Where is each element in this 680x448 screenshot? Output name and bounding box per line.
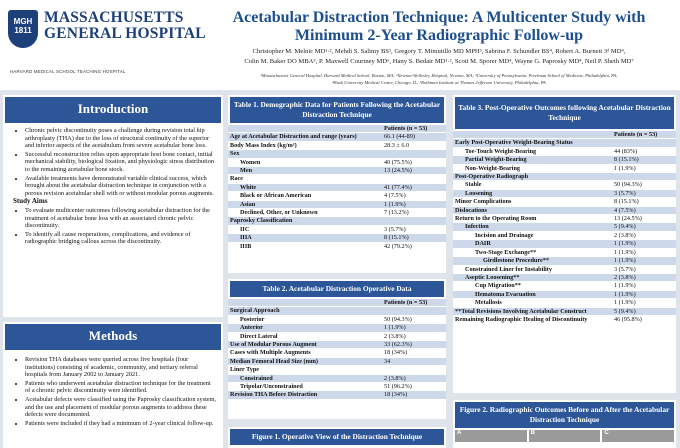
list-item: • Patients were included if they had a minimum of 2-year clinical follow-up.: [25, 420, 217, 428]
row-label: Dislocations: [453, 206, 612, 214]
row-value: 33 (62.3%): [382, 341, 446, 349]
row-label: Partial Weight-Bearing: [453, 156, 612, 164]
table-row: [453, 299, 676, 307]
table-row: [228, 217, 446, 225]
row-value: 66.1 (44-89): [382, 133, 446, 141]
row-label: Remaining Radiographic Healing of Discontinuity: [453, 315, 612, 323]
list-item: • Available treatments have demonstrated variable clinical success, which brought about the acetabular distraction technique in conjunction with a porous revision acetabular shell with or without modular porous augments.: [25, 175, 217, 198]
row-value: 7 (13.2%): [382, 209, 446, 217]
row-label: Age at Acetabular Distraction and range (years): [228, 133, 382, 141]
row-value: 2 (3.8%): [382, 332, 446, 340]
row-value: 1 (1.9%): [382, 200, 446, 208]
table-row: [453, 248, 676, 256]
table-row: [228, 374, 446, 382]
table-row: [228, 315, 446, 323]
table2-panel: [228, 279, 446, 419]
row-value: [612, 139, 676, 147]
row-label: Declined, Other, or Unknown: [228, 209, 382, 217]
row-label: Stable: [453, 181, 612, 189]
row-label: Revision THA Before Distraction: [228, 391, 382, 399]
row-label: **Total Revisions Involving Acetabular Construct: [453, 307, 612, 315]
table-row: [228, 332, 446, 340]
row-label: Use of Modular Porous Augment: [228, 341, 382, 349]
row-label: Anterior: [228, 324, 382, 332]
table-row: [228, 383, 446, 391]
row-label: Sex: [228, 150, 382, 158]
table-row: [453, 290, 676, 298]
row-value: [382, 150, 446, 158]
table-row: [228, 349, 446, 357]
row-label: Surgical Approach: [228, 307, 382, 315]
row-value: 5 (9.4%): [612, 223, 676, 231]
row-value: 1 (1.9%): [612, 290, 676, 298]
table-row: [453, 307, 676, 315]
table-row: [228, 307, 446, 315]
table-row: [453, 206, 676, 214]
introduction-panel: [3, 95, 223, 317]
list-item: • To identify all cause reoperations, complications, and evidence of radiographic bridging callous across the discontinuity.: [25, 231, 217, 246]
table-row: [453, 189, 676, 197]
radiograph-image: C: [602, 430, 674, 442]
table-row: [228, 183, 446, 191]
row-value: 50 (94.3%): [612, 181, 676, 189]
row-label: Return to the Operating Room: [453, 215, 612, 223]
row-label: Body Mass Index (kg/m²): [228, 141, 382, 149]
row-label: Constrained: [228, 374, 382, 382]
list-item: • Acetabular defects were classified using the Paprosky classification system, and the use and placement of modular porous augments to address these defects were documented.: [25, 396, 217, 419]
header-cell: Patients (n = 53): [382, 299, 446, 307]
table-row: [228, 150, 446, 158]
row-value: 18 (34%): [382, 391, 446, 399]
row-label: Median Femoral Head Size (mm): [228, 357, 382, 365]
table-row: [228, 357, 446, 365]
table-row: [453, 181, 676, 189]
table3-panel: [453, 95, 676, 393]
row-label: Incision and Drainage: [453, 231, 612, 239]
table-row: [228, 175, 446, 183]
table1: [228, 125, 446, 251]
header-cell: [228, 125, 382, 133]
row-label: Girdlestone Procedure**: [453, 257, 612, 265]
row-label: Infection: [453, 223, 612, 231]
row-value: 2 (3.8%): [612, 231, 676, 239]
table-row: [228, 225, 446, 233]
row-value: 1 (1.9%): [612, 299, 676, 307]
row-value: 4 (7.5%): [382, 192, 446, 200]
table-row: [453, 231, 676, 239]
table-row: [228, 242, 446, 250]
list-item: • To evaluate multicenter outcomes following acetabular distraction for the treatment of acetabular bone loss with an associated chronic pelvic discontinuity.: [25, 207, 217, 230]
row-value: 18 (34%): [382, 349, 446, 357]
table-header-row: [228, 125, 446, 133]
row-label: Non-Weight-Bearing: [453, 164, 612, 172]
table-row: [453, 265, 676, 273]
methods-panel: [3, 322, 223, 448]
table-row: [453, 257, 676, 265]
row-value: 1 (1.9%): [612, 248, 676, 256]
column-right: [453, 95, 676, 448]
header-cell: [228, 299, 382, 307]
header-cell: [453, 131, 612, 139]
row-value: 13 (24.5%): [612, 215, 676, 223]
row-value: 3 (5.7%): [382, 225, 446, 233]
table-row: [228, 192, 446, 200]
table-row: [228, 341, 446, 349]
table-row: [228, 200, 446, 208]
row-label: Minor Complications: [453, 198, 612, 206]
table-row: [453, 139, 676, 147]
row-value: 4 (7.5%): [612, 206, 676, 214]
row-label: Paprosky Classification: [228, 217, 382, 225]
row-value: 34: [382, 357, 446, 365]
row-label: White: [228, 183, 382, 191]
table1-panel: [228, 95, 446, 273]
table-row: [453, 282, 676, 290]
row-value: 2 (3.8%): [382, 374, 446, 382]
row-label: Liner Type: [228, 366, 382, 374]
table-row: [453, 223, 676, 231]
table-row: [228, 158, 446, 166]
row-value: 51 (96.2%): [382, 383, 446, 391]
row-label: Hematoma Evacuation: [453, 290, 612, 298]
row-label: Constrained Liner for Instability: [453, 265, 612, 273]
figure2-heading: Figure 2. Radiographic Outcomes Before and After the Acetabular Distraction Technique: [455, 402, 674, 428]
poster-header: [0, 0, 680, 90]
row-label: Cup Migration**: [453, 282, 612, 290]
header-cell: Patients (n = 53): [382, 125, 446, 133]
row-label: Black or African American: [228, 192, 382, 200]
table-row: [228, 324, 446, 332]
row-label: Cases with Multiple Augments: [228, 349, 382, 357]
table-row: [228, 391, 446, 399]
list-item: • Successful reconstruction relies upon appropriate host bone contact, initial mechanical stability, biological fixation, and physiologic stress distribution to the remaining acetabular bone stock.: [25, 151, 217, 174]
row-value: 13 (24.5%): [382, 167, 446, 175]
row-value: 50 (94.3%): [382, 315, 446, 323]
table-row: [453, 198, 676, 206]
header-cell: Patients (n = 53): [612, 131, 676, 139]
table-header-row: [453, 131, 676, 139]
row-value: 2 (3.8%): [612, 273, 676, 281]
radiograph-image: A: [455, 430, 527, 442]
table-row: [453, 147, 676, 155]
table-header-row: [228, 299, 446, 307]
study-aims-heading: Study Aims: [13, 197, 48, 206]
figure1-panel: [228, 427, 446, 448]
row-value: [612, 173, 676, 181]
figure2-panel: [453, 400, 676, 448]
row-label: Men: [228, 167, 382, 175]
row-value: 3 (5.7%): [612, 189, 676, 197]
introduction-heading: Introduction: [5, 97, 221, 123]
row-value: 1 (1.9%): [612, 164, 676, 172]
affiliations: ¹Massachusetts General Hospital, Harvard Medical School, Boston, MA; ²Newton-Wellesley Hospital, Newton, MA; ³University of Pennsylvania, Perelman School of Medicine, Philadelphia, PA; ⁴Rush University Medical Center, Chicago, IL; ⁵Rothman Institute at Thomas Jefferson University, Philadelphia, PA: [260, 73, 618, 85]
column-middle: [228, 95, 446, 448]
row-label: Post-Operative Radiograph: [453, 173, 612, 181]
methods-bullets: [9, 356, 217, 427]
figure1-heading: Figure 1. Operative View of the Distraction Technique: [230, 429, 444, 445]
table-row: [228, 141, 446, 149]
row-value: 8 (15.1%): [612, 198, 676, 206]
hospital-name: MASSACHUSETTS GENERAL HOSPITAL: [44, 9, 206, 42]
row-value: 40 (75.5%): [382, 158, 446, 166]
row-label: Race: [228, 175, 382, 183]
row-label: Loosening: [453, 189, 612, 197]
table1-heading: Table 1. Demographic Data for Patients Following the Acetabular Distraction Technique: [230, 97, 444, 123]
row-value: 1 (1.9%): [612, 240, 676, 248]
row-label: Two-Stage Exchange**: [453, 248, 612, 256]
row-label: Direct Lateral: [228, 332, 382, 340]
table-row: [228, 234, 446, 242]
row-label: IIIB: [228, 242, 382, 250]
introduction-bullets: [9, 127, 217, 197]
row-label: Tripolar/Unconstrained: [228, 383, 382, 391]
row-value: 8 (15.1%): [382, 234, 446, 242]
table2: [228, 299, 446, 400]
row-value: [382, 175, 446, 183]
row-label: IIIA: [228, 234, 382, 242]
row-label: Metallosis: [453, 299, 612, 307]
row-value: 1 (1.9%): [612, 257, 676, 265]
table-row: [453, 156, 676, 164]
shield-icon: MGH 1811: [8, 10, 38, 48]
row-value: [382, 217, 446, 225]
table3: [453, 131, 676, 324]
column-left: [3, 95, 223, 448]
row-value: 41 (77.4%): [382, 183, 446, 191]
row-value: 1 (1.9%): [382, 324, 446, 332]
table-row: [228, 209, 446, 217]
list-item: • Patients who underwent acetabular distraction technique for the treatment of a chronic pelvic discontinuity were identified.: [25, 380, 217, 395]
row-value: [382, 307, 446, 315]
table-row: [453, 215, 676, 223]
table-row: [228, 133, 446, 141]
author-list: Christopher M. Melnic MD¹·², Mehdi S. Salimy BS¹, Gregory T. Mimutillo MD MPH³, Sabrina F. Schundler BS⁴, Robert A. Burnett 3ᵈ MD⁴, Colin M. Baker DO MBA⁵, P. Maxwell Courtney MD⁶, Hany S. Bedair MD¹·², Scott M. Sporer MD⁴, Wayne G. Paprosky MD⁴, Neil P. Sheth MD⁷: [244, 48, 634, 65]
figure2-images: [453, 430, 676, 442]
poster-title: Acetabular Distraction Technique: A Multicenter Study with Minimum 2-Year Radiographic Follow-up: [232, 9, 646, 44]
table-row: [228, 366, 446, 374]
row-value: [382, 366, 446, 374]
table-row: [228, 167, 446, 175]
list-item: • Revision THA databases were queried across five hospitals (four institutions) consisting of academic, community, and tertiary referral hospitals from January 2002 to January 2021.: [25, 356, 217, 379]
row-label: Women: [228, 158, 382, 166]
row-value: 28.3 ± 6.0: [382, 141, 446, 149]
table3-heading: Table 3. Post-Operative Outcomes following Acetabular Distraction Technique: [455, 97, 674, 129]
methods-heading: Methods: [5, 324, 221, 350]
row-label: Toe-Touch Weight-Bearing: [453, 147, 612, 155]
row-value: 3 (5.7%): [612, 265, 676, 273]
row-label: Aseptic Loosening**: [453, 273, 612, 281]
row-label: IIC: [228, 225, 382, 233]
table-row: [453, 164, 676, 172]
row-value: 46 (95.8%): [612, 315, 676, 323]
row-value: 1 (1.9%): [612, 282, 676, 290]
row-label: Posterior: [228, 315, 382, 323]
list-item: • Chronic pelvic discontinuity poses a challenge during revision total hip arthroplasty (THA) due to the loss of structural continuity of the superior and inferior aspects of the acetabulum from severe acetabular bone loss.: [25, 127, 217, 150]
row-value: 42 (79.2%): [382, 242, 446, 250]
row-label: Asian: [228, 200, 382, 208]
row-value: 5 (9.4%): [612, 307, 676, 315]
mgh-logo: [8, 8, 208, 78]
table-row: [453, 173, 676, 181]
row-label: Early Post-Operative Weight-Bearing Status: [453, 139, 612, 147]
row-value: 8 (15.1%): [612, 156, 676, 164]
row-value: 44 (83%): [612, 147, 676, 155]
hospital-subtitle: HARVARD MEDICAL SCHOOL TEACHING HOSPITAL: [10, 69, 126, 74]
row-label: DAIR: [453, 240, 612, 248]
table2-heading: Table 2. Acetabular Distraction Operative Data: [230, 281, 444, 297]
table-row: [453, 315, 676, 323]
study-aims-list: [9, 207, 217, 246]
table-row: [453, 240, 676, 248]
radiograph-image: B: [529, 430, 601, 442]
table-row: [453, 273, 676, 281]
